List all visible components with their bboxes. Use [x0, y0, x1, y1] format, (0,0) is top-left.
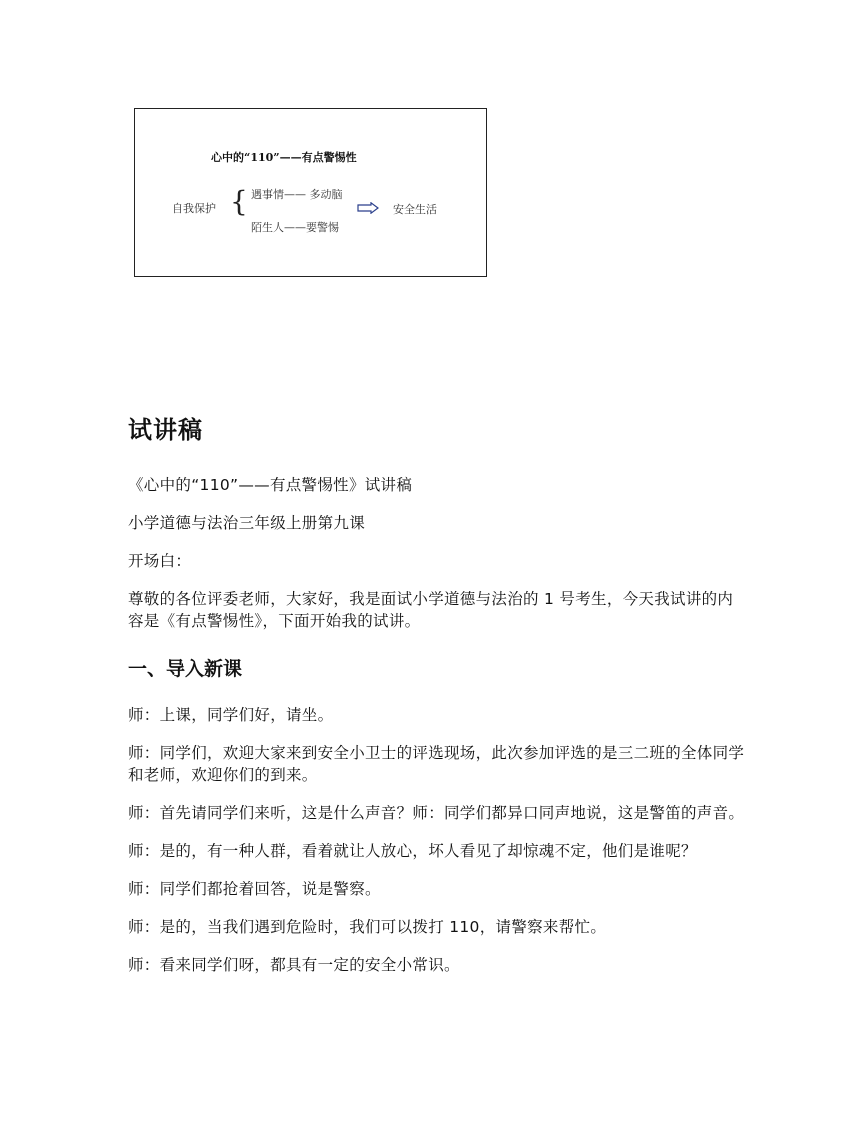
- paragraph: 师：是的，当我们遇到危险时，我们可以拨打 110，请警察来帮忙。: [128, 918, 607, 936]
- board-left-label: 自我保护: [172, 202, 216, 215]
- paragraph: 师：首先请同学们来听，这是什么声音？师：同学们都异口同声地说，这是警笛的声音。: [128, 804, 745, 822]
- script-subtitle: 《心中的“110”——有点警惕性》试讲稿: [128, 476, 413, 494]
- lecture-script: [128, 410, 748, 992]
- board-branch-1: 遇事情—— 多动脑: [251, 188, 343, 201]
- opening-paragraph: 尊敬的各位评委老师，大家好，我是面试小学道德与法治的 1 号考生，今天我试讲的内容是《有点警惕性》，下面开始我的试讲。: [128, 590, 734, 630]
- paragraph: 师：是的，有一种人群，看着就让人放心，坏人看见了却惊魂不定，他们是谁呢？: [128, 842, 697, 860]
- paragraph: 师：上课，同学们好，请坐。: [128, 706, 334, 724]
- board-branch-2: 陌生人——要警惕: [251, 221, 339, 234]
- board-result: 安全生活: [393, 203, 437, 216]
- course-info: 小学道德与法治三年级上册第九课: [128, 514, 366, 532]
- paragraph: 师：同学们都抢着回答，说是警察。: [128, 880, 381, 898]
- right-arrow-icon: [357, 202, 379, 214]
- paragraph: 师：同学们，欢迎大家来到安全小卫士的评选现场，此次参加评选的是三二班的全体同学和老师，欢迎你们的到来。: [128, 744, 745, 784]
- brace-symbol: {: [230, 185, 248, 218]
- opening-label: 开场白：: [128, 552, 192, 570]
- paragraph: 师：看来同学们呀，都具有一定的安全小常识。: [128, 956, 460, 974]
- blackboard-design: [134, 108, 487, 277]
- page-title: 试讲稿: [128, 416, 203, 444]
- section-heading: 一、导入新课: [128, 658, 243, 680]
- board-title: 心中的“110”——有点警惕性: [211, 151, 357, 164]
